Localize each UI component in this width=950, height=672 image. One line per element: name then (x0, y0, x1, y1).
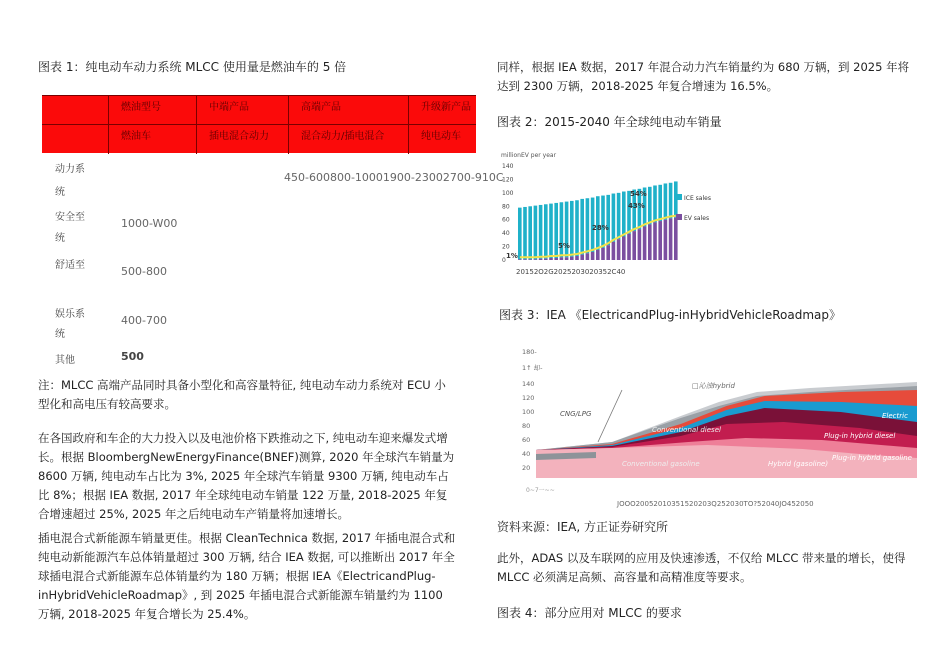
ev-bar (653, 222, 657, 260)
label-plugin-hybrid-gasoline: Plug-in hybrid gasoline (832, 454, 912, 462)
ev-bar (643, 226, 647, 260)
y-tick-label: 20 (522, 464, 531, 472)
ev-bar (601, 248, 605, 260)
ev-bar (638, 229, 642, 260)
ev-bar (528, 259, 532, 260)
ice-bar (586, 198, 590, 253)
share-annotation: 1% (506, 252, 518, 260)
ice-bar (528, 206, 532, 259)
row-label-safety-b: 统 (55, 233, 65, 244)
iea-roadmap-area-chart-svg (502, 346, 917, 510)
ice-bar (518, 208, 522, 260)
y-tick-label: 100 (522, 408, 535, 416)
ice-bar (622, 192, 626, 237)
ice-bar (653, 185, 657, 222)
y-tick-label: 120 (502, 176, 514, 184)
label-electric: Electric (882, 412, 908, 420)
ice-bar (606, 195, 610, 245)
ev-bar (570, 257, 574, 260)
table-header-cell: 中端产品 (196, 96, 288, 125)
share-annotation: 43% (628, 202, 645, 210)
source-note: 资料来源：IEA, 方正证券研究所 (497, 520, 668, 534)
y-tick-label: 100 (502, 189, 514, 197)
label-hybrid-gasoline: Hybrid (gasoline) (768, 460, 829, 468)
legend-ev: EV sales (684, 215, 710, 222)
legend-ice: ICE sales (684, 195, 711, 202)
ev-bar (575, 256, 579, 260)
ev-bar (648, 224, 652, 260)
row-value-power: 450-600800-10001900-23002700-910C (284, 171, 504, 184)
ev-bar (565, 257, 569, 260)
y-tick-label: 0 (502, 257, 506, 264)
y-tick-label: 80 (522, 422, 531, 430)
row-value-entertainment: 400-700 (121, 314, 167, 327)
ev-bar (606, 245, 610, 260)
ice-bar (617, 193, 621, 239)
x-axis-label: 20152O2G2025203020352C40 (516, 268, 626, 276)
mlcc-table-header (42, 95, 476, 153)
ice-bar (570, 201, 574, 257)
row-value-comfort: 500-800 (121, 265, 167, 278)
ev-bar (544, 259, 548, 260)
ev-bar (518, 259, 522, 260)
paragraph-ev-growth: 在各国政府和车企的大力投入以及电池价格下跌推动之下, 纯电动车迎来爆发式增长。根据 BloombergNewEnergyFinance(BNEF)测算, 2020 年全球汽车销量为 8600 万辆, 纯电动车占比为 3%, 2025 年全球汽车销量 9300 万辆, 纯电动车占比 8%；根据 IEA 数据, 2017 年全球纯电动车销量 122 万量, 2018-2025 年复合增速超过 25%, 2025 年之后纯电动车产销量将加速增长。 (38, 431, 455, 521)
ev-bar (523, 259, 527, 260)
row-value-safety: 1000-W00 (121, 217, 178, 230)
figure-1-caption: 图表 1：纯电动车动力系统 MLCC 使用量是燃油车的 5 倍 (38, 60, 347, 74)
ev-bar (658, 221, 662, 260)
axis-note: 0~7一~~ (526, 487, 555, 494)
ice-bar (612, 194, 616, 242)
ev-bar (586, 253, 590, 260)
ev-bar (534, 259, 538, 260)
share-annotation: 54% (630, 190, 647, 198)
y-tick-label: 20 (502, 243, 510, 251)
y-tick-label: 40 (502, 230, 510, 238)
ev-bar (622, 237, 626, 261)
row-value-other: 500 (121, 350, 144, 363)
ice-bar (549, 204, 553, 258)
row-label-other: 其他 (55, 355, 75, 366)
figure-2-caption: 图表 2：2015-2040 年全球纯电动车销量 (497, 115, 722, 129)
ev-bar (612, 242, 616, 260)
ev-sales-bar-chart-svg (500, 148, 720, 276)
table-header-cell: 燃油车 (108, 125, 196, 154)
ev-sales-bar-chart (500, 148, 720, 276)
ev-bar (549, 258, 553, 260)
ev-bar (674, 218, 678, 260)
ice-bar (544, 204, 548, 258)
row-label-safety: 安全至 (55, 212, 85, 223)
ice-bar (664, 183, 668, 219)
table-header-row-2 (42, 124, 476, 154)
iea-roadmap-area-chart (502, 346, 917, 510)
ev-bar (617, 239, 621, 260)
ev-bar (669, 218, 673, 260)
ice-bar (648, 187, 652, 225)
ev-bar (580, 255, 584, 260)
label-cng: CNG/LPG (560, 410, 592, 418)
y-tick-label: 1↑ 却- (522, 364, 543, 372)
label-conventional-diesel: Conventional diesel (652, 426, 721, 434)
ice-bar (658, 185, 662, 221)
ice-bar (539, 205, 543, 259)
ice-bar (669, 183, 673, 219)
table-header-cell: 纯电动车 (408, 125, 476, 154)
ice-bar (523, 207, 527, 259)
table-header-cell: 混合动力/插电混合 (288, 125, 408, 154)
ice-bar (580, 199, 584, 255)
table-header-cell: 升级新产品 (408, 96, 476, 125)
ev-bar (627, 234, 631, 260)
y-tick-label: 60 (522, 436, 531, 444)
row-label-comfort: 舒适至 (55, 260, 85, 271)
ev-bar (596, 250, 600, 260)
paragraph-phev-sales: 插电混合式新能源车销量更佳。根据 CleanTechnica 数据, 2017 年插电混合式和纯电动新能源汽车总体销量超过 300 万辆, 结合 IEA 数据, 可以推断出 2017 年全球插电混合式新能源车总体销量约为 180 万辆；根据 IEA《ElectricandPlug-inHybridVehicleRoadmap》, 到 2025 年插电混合式新能源车销量约为 1100 万辆, 2018-2025 年复合增长为 25.4%。 (38, 531, 456, 621)
ev-bar (664, 220, 668, 260)
row-label-power-b: 统 (55, 187, 65, 198)
ev-bar (554, 258, 558, 260)
row-label-power: 动力系 (55, 164, 85, 175)
ice-bar (575, 200, 579, 256)
row-label-entertainment-b: 统 (55, 329, 65, 340)
ice-bar (601, 196, 605, 248)
y-tick-label: 80 (502, 203, 510, 211)
label-conventional-gasoline: Conventional gasoline (622, 460, 700, 468)
legend-swatch-ice (676, 194, 682, 200)
table-note: 注：MLCC 高端产品同时具备小型化和高容量特征, 纯电动车动力系统对 ECU 小型化和高电压有较高要求。 (38, 378, 446, 411)
y-axis-label: millionEV per year (501, 152, 557, 159)
label-hybrid-top: □沁浊hybrid (692, 382, 735, 390)
ev-bar (632, 231, 636, 260)
y-tick-label: 60 (502, 216, 510, 224)
y-tick-label: 120 (522, 394, 535, 402)
ice-bar (534, 206, 538, 260)
paragraph-hybrid: 同样，根据 IEA 数据，2017 年混合动力汽车销量约为 680 万辆，到 2025 年将达到 2300 万辆，2018-2025 年复合增速为 16.5%。 (497, 60, 910, 93)
figure-3-caption: 图表 3：IEA 《ElectricandPlug-inHybridVehicleRoadmap》 (499, 308, 842, 322)
y-tick-label: 140 (522, 380, 535, 388)
label-plugin-hybrid-diesel: Plug-in hybrid diesel (824, 432, 896, 440)
table-header-cell (42, 96, 108, 125)
row-label-entertainment: 娱乐系 (55, 309, 85, 320)
share-annotation: 28% (592, 224, 609, 232)
y-tick-label: 140 (502, 163, 514, 170)
cng-leader-line (598, 390, 622, 442)
table-header-cell: 插电混合动力 (196, 125, 288, 154)
share-annotation: 5% (558, 242, 570, 250)
legend-swatch-ev (676, 214, 682, 220)
ev-bar (560, 257, 564, 260)
y-tick-label: 180- (522, 348, 537, 356)
x-axis-label: JOOO20052010351520203Q252030TO?52040JO452050 (617, 500, 814, 508)
ev-bar (591, 252, 595, 260)
table-header-row-1 (42, 95, 476, 125)
table-header-cell: 高端产品 (288, 96, 408, 125)
paragraph-adas: 此外，ADAS 以及车联网的应用及快速渗透，不仅给 MLCC 带来量的增长，使得 MLCC 必须满足高频、高容量和高精准度等要求。 (497, 551, 906, 584)
ev-bar (539, 259, 543, 260)
y-tick-label: 40 (522, 450, 531, 458)
figure-4-caption: 图表 4：部分应用对 MLCC 的要求 (497, 606, 682, 620)
table-header-cell (42, 125, 108, 154)
table-header-cell: 燃油型号 (108, 96, 196, 125)
